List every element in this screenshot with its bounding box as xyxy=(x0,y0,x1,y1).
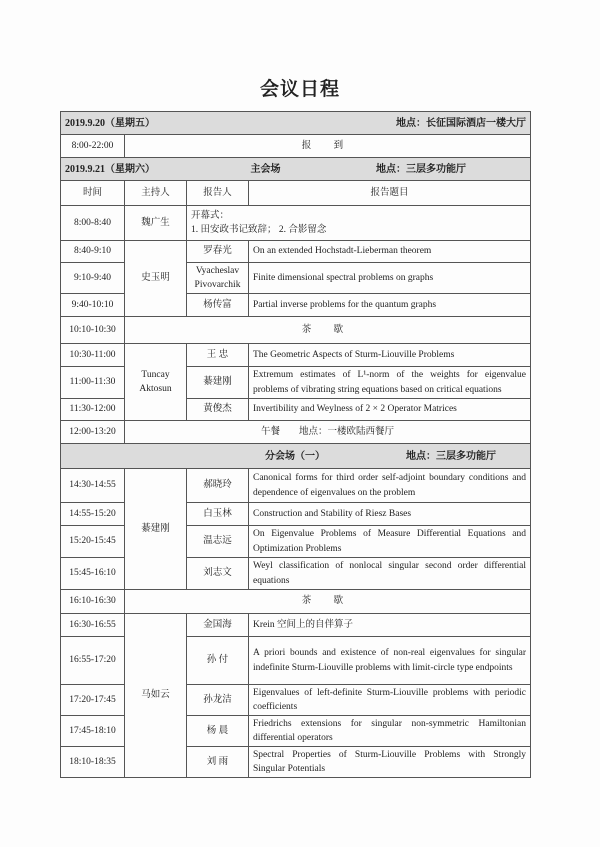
talk-row xyxy=(61,241,531,263)
talk-title-cell: Construction and Stability of Riesz Bases xyxy=(249,503,531,526)
opening-items: 1. 田安政书记致辞； 2. 合影留念 xyxy=(191,225,327,235)
day1-venue: 地点：长征国际酒店一楼大厅 xyxy=(396,117,526,129)
column-header: 时间 xyxy=(61,181,125,206)
day1-header-cell xyxy=(61,112,531,135)
talk-row xyxy=(61,344,531,367)
talk-title-cell: Krein 空间上的自伴算子 xyxy=(249,614,531,637)
day1-header-content xyxy=(65,116,526,131)
time-cell: 8:00-22:00 xyxy=(61,135,125,158)
column-header: 主持人 xyxy=(125,181,187,206)
parallel-header-cell xyxy=(61,444,531,469)
page-title: 会议日程 xyxy=(259,78,340,100)
tea-break-row-label: 茶 歇 xyxy=(125,317,531,344)
speaker-cell: 孙 付 xyxy=(187,637,249,685)
talk-title-cell: Friedrichs extensions for singular non-symmetric Hamiltonian differential operators xyxy=(249,716,531,747)
time-cell: 12:00-13:20 xyxy=(61,421,125,444)
parallel-venue: 地点：三层多功能厅 xyxy=(406,450,496,462)
time-cell: 9:40-10:10 xyxy=(61,294,125,317)
talk-row xyxy=(61,614,531,637)
column-header: 报告题目 xyxy=(249,181,531,206)
speaker-cell: 金国海 xyxy=(187,614,249,637)
time-cell: 11:30-12:00 xyxy=(61,399,125,421)
time-cell: 16:55-17:20 xyxy=(61,637,125,685)
parallel-header xyxy=(61,444,531,469)
parallel-session: 分会场（一） xyxy=(265,450,325,462)
time-cell: 17:45-18:10 xyxy=(61,716,125,747)
registration-row xyxy=(61,135,531,158)
host-cell: 马如云 xyxy=(125,614,187,778)
time-cell: 11:00-11:30 xyxy=(61,367,125,399)
speaker-cell: Vyacheslav Pivovarchik xyxy=(187,263,249,294)
time-cell: 8:00-8:40 xyxy=(61,206,125,241)
opening-title: 开幕式： xyxy=(191,210,230,221)
speaker-cell: 刘志文 xyxy=(187,558,249,590)
speaker-cell: 刘 雨 xyxy=(187,747,249,778)
time-cell: 10:30-11:00 xyxy=(61,344,125,367)
time-cell: 8:40-9:10 xyxy=(61,241,125,263)
time-cell: 16:10-16:30 xyxy=(61,590,125,614)
host-cell: 綦建刚 xyxy=(125,469,187,590)
time-cell: 10:10-10:30 xyxy=(61,317,125,344)
day2-header-content xyxy=(65,162,526,177)
talk-title-cell: Eigenvalues of left-definite Sturm-Liouville problems with periodic coefficients xyxy=(249,685,531,716)
day1-date: 2019.9.20（星期五） xyxy=(65,117,155,129)
talk-title-cell: Partial inverse problems for the quantum graphs xyxy=(249,294,531,317)
speaker-cell: 孙龙洁 xyxy=(187,685,249,716)
talk-title-cell: The Geometric Aspects of Sturm-Liouville Problems xyxy=(249,344,531,367)
time-cell: 14:30-14:55 xyxy=(61,469,125,503)
host-cell: 魏广生 xyxy=(125,206,187,241)
column-header: 报告人 xyxy=(187,181,249,206)
day2-header-cell xyxy=(61,158,531,181)
speaker-cell: 杨传富 xyxy=(187,294,249,317)
tea-break-row xyxy=(61,317,531,344)
speaker-cell: 温志远 xyxy=(187,526,249,558)
day2-session: 主会场 xyxy=(250,163,281,175)
host-cell: 史玉明 xyxy=(125,241,187,317)
day2-date: 2019.9.21（星期六） xyxy=(65,163,155,175)
tea-break-row-label: 茶 歇 xyxy=(125,590,531,614)
speaker-cell: 郝晓玲 xyxy=(187,469,249,503)
time-cell: 15:45-16:10 xyxy=(61,558,125,590)
talk-title-cell: Invertibility and Weylness of 2 × 2 Operator Matrices xyxy=(249,399,531,421)
talk-title-cell: Finite dimensional spectral problems on graphs xyxy=(249,263,531,294)
speaker-cell: 罗春光 xyxy=(187,241,249,263)
talk-title-cell: Weyl classification of nonlocal singular second order differential equations xyxy=(249,558,531,590)
talk-title-cell: On Eigenvalue Problems of Measure Differential Equations and Optimization Problems xyxy=(249,526,531,558)
day2-header xyxy=(61,158,531,181)
time-cell: 9:10-9:40 xyxy=(61,263,125,294)
talk-title-cell: On an extended Hochstadt-Lieberman theorem xyxy=(249,241,531,263)
day2-venue: 地点：三层多功能厅 xyxy=(376,163,466,175)
time-cell: 17:20-17:45 xyxy=(61,685,125,716)
opening-row xyxy=(61,206,531,241)
speaker-cell: 王 忠 xyxy=(187,344,249,367)
schedule-table xyxy=(60,111,531,778)
host-cell: Tuncay Aktosun xyxy=(125,344,187,421)
opening-cell xyxy=(187,206,531,241)
speaker-cell: 白玉林 xyxy=(187,503,249,526)
time-cell: 15:20-15:45 xyxy=(61,526,125,558)
lunch-row-label: 午餐 地点：一楼欧陆西餐厅 xyxy=(125,421,531,444)
speaker-cell: 黄俊杰 xyxy=(187,399,249,421)
time-cell: 18:10-18:35 xyxy=(61,747,125,778)
column-header-row xyxy=(61,181,531,206)
time-cell: 16:30-16:55 xyxy=(61,614,125,637)
lunch-row xyxy=(61,421,531,444)
talk-row xyxy=(61,469,531,503)
time-cell: 14:55-15:20 xyxy=(61,503,125,526)
speaker-cell: 綦建刚 xyxy=(187,367,249,399)
talk-title-cell: Spectral Properties of Sturm-Liouville Problems with Strongly Singular Potentials xyxy=(249,747,531,778)
day1-header xyxy=(61,112,531,135)
talk-title-cell: Extremum estimates of L¹-norm of the weights for eigenvalue problems of vibrating string equations based on critical equations xyxy=(249,367,531,399)
event-cell: 报 到 xyxy=(125,135,531,158)
parallel-header-content xyxy=(65,449,526,464)
speaker-cell: 杨 晨 xyxy=(187,716,249,747)
talk-title-cell: Canonical forms for third order self-adjoint boundary conditions and dependence of eigenvalues on the problem xyxy=(249,469,531,503)
talk-title-cell: A priori bounds and existence of non-real eigenvalues for singular indefinite Sturm-Liouville problems with limit-circle type endpoints xyxy=(249,637,531,685)
tea-break-row xyxy=(61,590,531,614)
